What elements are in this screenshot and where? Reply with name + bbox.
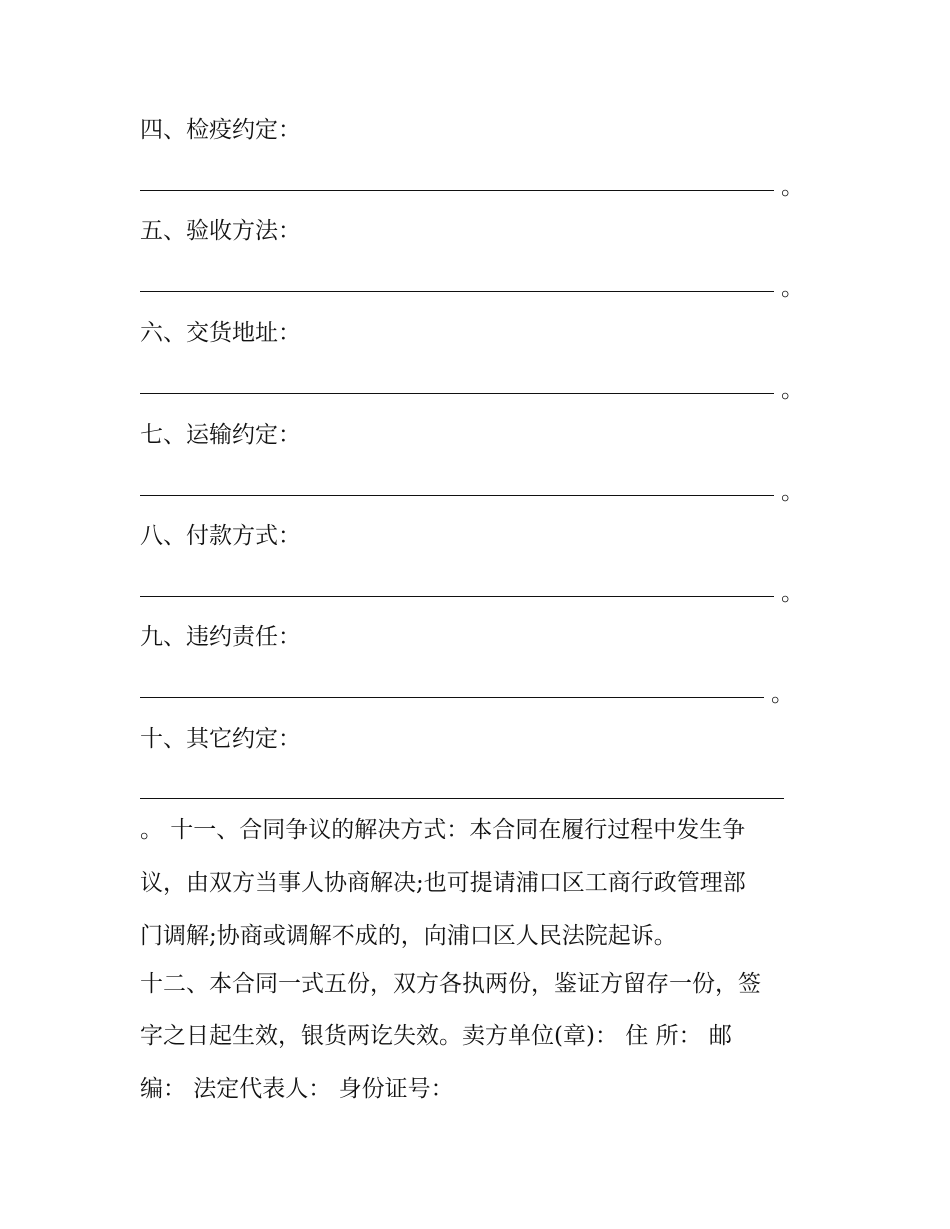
blank-underline [140, 190, 774, 191]
blank-terminal-mark: 。 [781, 275, 804, 301]
clause-heading-6: 六、交货地址： [140, 320, 301, 346]
clause-heading-5: 五、验收方法： [140, 218, 301, 244]
clause-11-line-1: 。 十一、合同争议的解决方式：本合同在履行过程中发生争 [140, 817, 746, 843]
clause-heading-7: 七、运输约定： [140, 422, 301, 448]
blank-terminal-mark: 。 [781, 580, 804, 606]
fill-in-blank-10 [140, 776, 800, 806]
fill-in-blank-4 [140, 168, 804, 200]
fill-in-blank-6 [140, 371, 804, 403]
fill-in-blank-5 [140, 269, 804, 301]
clause-heading-4: 四、检疫约定： [140, 117, 301, 143]
blank-underline [140, 596, 774, 597]
blank-terminal-mark: 。 [781, 377, 804, 403]
clause-11-line-2: 议，由双方当事人协商解决;也可提请浦口区工商行政管理部 [140, 870, 746, 896]
clause-heading-8: 八、付款方式： [140, 523, 301, 549]
blank-terminal-mark: 。 [781, 174, 804, 200]
blank-terminal-mark: 。 [781, 479, 804, 505]
fill-in-blank-9 [140, 675, 800, 705]
blank-underline [140, 393, 774, 394]
fill-in-blank-8 [140, 574, 804, 606]
clause-11-line-3: 门调解;协商或调解不成的，向浦口区人民法院起诉。 [140, 923, 677, 949]
clause-12-line-2: 字之日起生效，银货两讫失效。卖方单位(章)： 住 所： 邮 [140, 1023, 732, 1049]
blank-underline [140, 495, 774, 496]
blank-underline [140, 697, 764, 698]
blank-terminal-mark: 。 [771, 681, 794, 707]
clause-12-line-3: 编： 法定代表人： 身份证号： [140, 1076, 454, 1102]
clause-heading-9: 九、违约责任： [140, 624, 301, 650]
fill-in-blank-7 [140, 473, 804, 505]
clause-12-line-1: 十二、本合同一式五份，双方各执两份，鉴证方留存一份，签 [140, 971, 761, 997]
blank-underline [140, 798, 784, 799]
blank-underline [140, 291, 774, 292]
clause-heading-10: 十、其它约定： [140, 726, 301, 752]
